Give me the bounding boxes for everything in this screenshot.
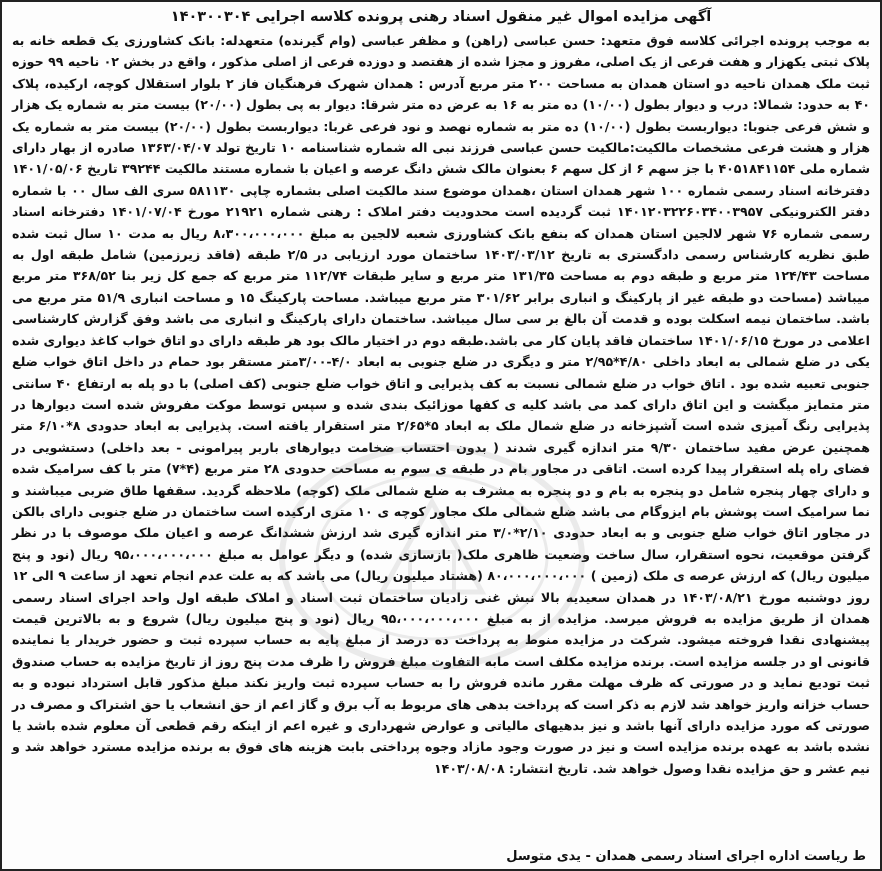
signature-line: رياست اداره اجرای اسناد رسمی همدان - يدی متوسل	[506, 849, 848, 864]
notice-paragraph: به موجب پرونده اجرائی کلاسه فوق متعهد: حسن عباسی (راهن) و مظفر عباسی (وام گیرنده) متعهدله: بانک کشاورزی یک قطعه خانه به پلاک ثبتی یکهزار و هفت فرعی از یک اصلی، مفروز و مجزا شده از هفتصد و دوزده فرعی از اصلی مذکور ، واقع در بخش ۰۲ ناحیه ۹۹ حوزه ثبت ملک همدان ناحیه دو استان همدان به مساحت ۲۰۰ متر مربع آدرس : همدان شهرک فرهنگیان فاز ۲ بلوار استقلال کوچه، ارکیده، پلاک ۴۰ به حدود: شمالا: درب و دیوار بطول (۱۰/۰۰) ده متر به ۱۶ به عرض ده متر شرقا: دیوار به پی بطول (۲۰/۰۰) بیست متر به شماره یک هزار و شش فرعی جنوبا: دیواربست بطول (۱۰/۰۰) ده متر به شماره نهصد و نود فرعی غربا: دیواربست بطول (۲۰/۰۰) بیست متر به شماره یک هزار و هشت فرعی مشخصات مالکیت:مالکیت حسن عباسی فرزند نبی اله شماره شناسنامه ۱۰ تاریخ تولد ۱۳۶۳/۰۴/۰۷ صادره از بهار دارای شماره ملی ۴۰۵۱۸۴۱۱۵۴ با جز سهم ۶ از کل سهم ۶ بعنوان مالک شش دانگ عرصه و اعیان با شماره مستند مالکیت ۳۹۲۴۴ تاریخ ۱۴۰۱/۰۵/۰۶ دفترخانه اسناد رسمی شماره ۱۰۰ شهر همدان استان ،همدان موضوع سند مالکیت اصلی بشماره چاپی ۵۸۱۱۳۰ سری الف سال ۰۰ با شماره دفتر الکترونیکی ۱۴۰۱۲۰۳۲۲۶۰۳۴۰۰۳۹۵۷ ثبت گردیده است محدودیت دفتر املاک : رهنی شماره ۲۱۹۲۱ مورخ ۱۴۰۱/۰۷/۰۴ دفترخانه اسناد رسمی شماره ۷۶ شهر لالجین استان همدان که بنفع بانک کشاورزی شعبه لالجین به مبلغ ۸،۳۰۰،۰۰۰،۰۰۰ ریال به مدت ۱۰ سال ثبت شده طبق نظریه کارشناس رسمی دادگستری به تاریخ ۱۴۰۳/۰۳/۱۲ ساختمان مورد ارزیابی در ۲/۵ طبقه (فاقد زیرزمین) شامل طبقه اول به مساحت ۱۲۴/۴۳ متر مربع و طبقه دوم به مساحت ۱۳۱/۳۵ متر مربع و سایر طبقات ۱۱۲/۷۴ متر مربع که جمع کل زیر بنا ۳۶۸/۵۲ متر مربع میباشد (مساحت دو طبقه غیر از پارکینگ و انباری برابر ۳۰۱/۶۲ متر مربع میباشد. مساحت پارکینگ ۱۵ و مساحت انباری ۵۱/۹ متر مربع می باشد. ساختمان نیمه اسکلت بوده و قدمت آن بالغ بر سی سال میباشد. ساختمان دارای پارکینگ و انباری می باشد وفق گزارش کارشناسی اعلامی در مورخ ۱۴۰۱/۰۶/۱۵ ساختمان فاقد پایان کار می باشد.طبقه دوم در اختیار مالک بود هر طبقه دارای دو اتاق خواب کاغذ دیواری شده یکی در ضلع شمالی به ابعاد داخلی ۴/۸۰*۲/۹۵ متر و دیگری در ضلع جنوبی به ابعاد ۴/۰-۳/۰۰متر مستقر بود حمام در داخل اتاق خواب ضلع جنوبی تعبیه شده بود . اتاق خواب در ضلع شمالی نسبت به کف پذیرایی و اتاق خواب ضلع جنوبی (کف اصلی) با دو پله به ارتفاع ۴۰ سانتی متر متمایز میگشت و این اتاق دارای کمد می باشد کلیه ی کفها موزائیک بندی شده و سپس توسط موکت مفروش شده است دیوارها در پذیرایی رنگ آمیزی شده است آشپزخانه در ضلع شمال ملک به ابعاد ۵*۲/۶۵ متر استقرار یافته است. پذیرایی به ابعاد حدودی ۸*۶/۱۰ متر همچنین عرض مفید ساختمان ۹/۳۰ متر اندازه گیری شدند ( بدون احتساب ضخامت دیوارهای باربر پیرامونی - بعد داخلی) دستشویی در فضای راه پله استقرار پیدا کرده است. اتاقی در مجاور بام در طبقه ی سوم به مساحت حدودی ۲۸ متر مربع (۴*۷) متر با کف سرامیک شده و دارای چهار پنجره شامل دو پنجره به بام و دو پنجره به مشرف به ضلع شمالی ملک (کوچه) ملاحظه گردید. سقفها طاق ضربی میباشند و نما سرامیک است پوشش بام ایزوگام می باشد ضلع شمالی ملک مجاور کوچه ی ۱۰ متری ارکیده است ساختمان در ضلع جنوبی دارای بالکن در مجاور اتاق خواب ضلع جنوبی و به ابعاد حدودی ۲/۱۰*۳/۰ متر اندازه گیری شد ارزش ششدانگ عرصه و اعیان ملک موصوف با در نظر گرفتن موقعیت، نحوه استقرار، سال ساخت وضعیت ظاهری ملک( بازسازی شده) و دیگر عوامل به مبلغ ۹۵،۰۰۰،۰۰۰،۰۰۰ ریال (نود و پنج میلیون ریال) که ارزش عرصه ی ملک (زمین ) ۸۰،۰۰۰،۰۰۰،۰۰۰ (هشتاد میلیون ریال) می باشد که به علت عدم انجام تعهد از ساعت ۹ الی ۱۲ روز دوشنبه مورخ ۱۴۰۳/۰۸/۲۱ در همدان سعیدیه بالا نبش غنی زادیان ساختمان ثبت اسناد و املاک طبقه اول واحد اجرای اسناد رسمی همدان از طریق مزایده به فروش میرسد. مزایده از به مبلغ ۹۵،۰۰۰،۰۰۰،۰۰۰ ریال (نود و پنج میلیون ریال) شروع و به بالاترین قیمت پیشنهادی نقدا فروخته میشود. شرکت در مزایده منوط به پرداخت ده درصد از مبلغ پایه به حساب سپرده ثبت و حضور خریدار یا نماینده قانونی او در جلسه مزایده است. برنده مزایده مکلف است مابه التفاوت مبلغ فروش را ظرف مدت پنج روز از تاریخ مزایده به حساب صندوق ثبت تودیع نماید و در صورتی که ظرف مهلت مقرر مانده فروش را به حساب سپرده ثبت واریز نکند مبلغ مذکور قابل استرداد نبوده و به حساب خزانه واریز خواهد شد لازم به ذکر است که پرداخت بدهی های مربوط به آب برق و گاز اعم از حق انشعاب یا حق اشتراک و مصرف در صورتی که مورد مزایده دارای آنها باشد و نیز بدهیهای مالیاتی و عوارض شهرداری و غیره اعم از اینکه رقم قطعی آن معلوم شده باشد یا نشده باشد به عهده برنده مزایده است و نیز در صورت وجود مازاد وجوه پرداختی بابت هزینه های فوق به برنده مزایده مسترد خواهد شد و نیم عشر و حق مزایده نقدا وصول خواهد شد. تاریخ انتشار: ۱۴۰۳/۰۸/۰۸	[12, 33, 871, 776]
notice-body	[2, 28, 880, 779]
notice-footer	[506, 847, 866, 867]
notice-title: آگهی مزایده اموال غیر منقول اسناد رهنی پرونده کلاسه اجرایی ۱۴۰۳۰۰۳۰۴	[170, 9, 712, 25]
footer-prefix: ط	[852, 849, 866, 864]
